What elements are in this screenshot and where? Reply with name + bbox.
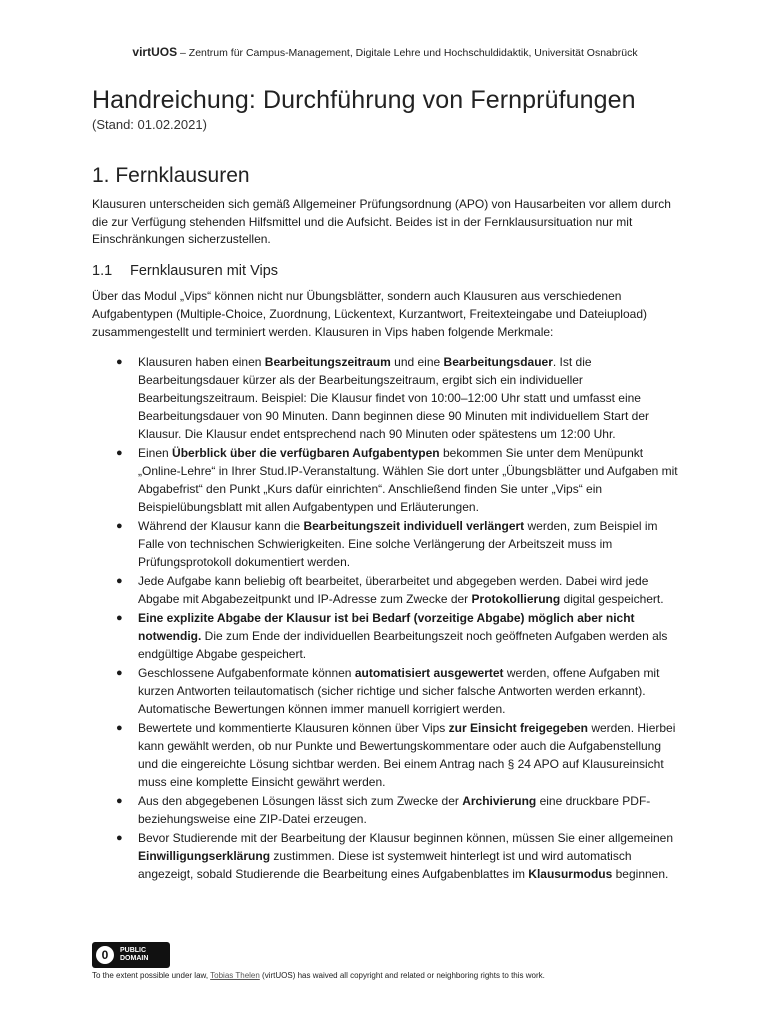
document-title: Handreichung: Durchführung von Fernprüfungen: [92, 86, 636, 114]
list-item: ● Bewertete und kommentierte Klausuren können über Vips zur Einsicht freigegeben werden. Hierbei kann gewählt werden, ob nur Punkte und Bewertungskommentare oder auch die Aufgabenstellung und die eingereichte Lösung sichtbar werden. Bei einem Antrag nach § 24 APO auf Klausureinsicht muss eine komplette Einsicht gewährt werden.: [116, 720, 676, 789]
public-domain-badge: [92, 942, 170, 968]
list-item: ● Geschlossene Aufgabenformate können automatisiert ausgewertet werden, offene Aufgaben mit kurzen Antworten teilautomatisch (sicher richtige und sicher falsche Antworten werden erkannt). Automatische Bewertungen können immer manuell korrigiert werden.: [116, 665, 660, 716]
document-date: (Stand: 01.02.2021): [92, 117, 207, 132]
bullet-icon: ●: [116, 446, 123, 459]
feature-list: [92, 353, 678, 883]
bullet-icon: ●: [116, 355, 123, 368]
section-1-1-intro: Über das Modul „Vips“ können nicht nur Übungsblätter, sondern auch Klausuren aus verschiedenen Aufgabentypen (Multiple-Choice, Zuordnung, Lückentext, Kurzantwort, Freitexteingabe und Dateiupload) zusammengestellt und terminiert werden. Klausuren in Vips haben folgende Merkmale:: [92, 288, 647, 339]
badge-line-1: PUBLIC: [120, 947, 147, 954]
list-item: ● Aus den abgegebenen Lösungen lässt sich zum Zwecke der Archivierung eine druckbare PDF- beziehungsweise eine ZIP-Datei erzeugen.: [116, 793, 651, 826]
section-heading-1: 1. Fernklausuren: [92, 164, 250, 187]
list-item: ● Einen Überblick über die verfügbaren Aufgabentypen bekommen Sie unter dem Menüpunkt „Online-Lehre“ in Ihrer Stud.IP-Veranstaltung. Wählen Sie dort unter „Übungsblätter und Aufgaben mit Abgabefrist“ den Punkt „Kurs dafür einrichten“. Anschließend finden Sie unter „Vips“ ein Beispielübungsblatt mit allen Aufgabentypen und Erläuterungen.: [116, 445, 678, 514]
list-item: ● Bevor Studierende mit der Bearbeitung der Klausur beginnen können, müssen Sie einer allgemeinen Einwilligungserklärung zustimmen. Diese ist systemweit hinterlegt ist und wird automatisch angezeigt, sobald Studierende die Bearbeitung eines Aufgabenblattes im Klausurmodus beginnen.: [116, 830, 674, 881]
list-item: ● Klausuren haben einen Bearbeitungszeitraum und eine Bearbeitungsdauer. Ist die Bearbeitungsdauer kürzer als der Bearbeitungszeitraum, ergibt sich ein individueller Bearbeitungszeitraum. Beispiel: Die Klausur findet von 10:00–12:00 Uhr statt und umfasst eine Bearbeitungsdauer von 90 Minuten. Dann beginnen diese 90 Minuten mit individuellem Start der Klausur. Die Klausur endet entsprechend nach 90 Minuten oder spätestens um 12:00 Uhr.: [116, 354, 649, 441]
bullet-icon: ●: [116, 831, 123, 844]
bullet-icon: ●: [116, 611, 123, 624]
section-number: 1.1: [92, 262, 113, 279]
author-link[interactable]: Tobias Thelen: [210, 971, 260, 980]
page-header: [0, 45, 770, 59]
license-notice: To the extent possible under law, Tobias Thelen (virtUOS) has waived all copyright and related or neighboring rights to this work.: [92, 971, 545, 980]
header-org: virtUOS: [132, 45, 178, 59]
bullet-icon: ●: [116, 519, 123, 532]
list-item: ● Jede Aufgabe kann beliebig oft bearbeitet, überarbeitet und abgegeben werden. Dabei wird jede Abgabe mit Abgabezeitpunkt und IP-Adresse zum Zwecke der Protokollierung digital gespeichert.: [116, 573, 664, 606]
bullet-icon: ●: [116, 721, 123, 734]
bullet-icon: ●: [116, 794, 123, 807]
bullet-icon: ●: [116, 574, 123, 587]
header-text: – Zentrum für Campus-Management, Digitale Lehre und Hochschuldidaktik, Universität Osnabrück: [177, 47, 638, 59]
badge-line-2: DOMAIN: [120, 955, 149, 962]
list-item: ● Eine explizite Abgabe der Klausur ist bei Bedarf (vorzeitige Abgabe) möglich aber nicht notwendig. Die zum Ende der individuellen Bearbeitungszeit noch geöffneten Aufgaben werden als endgültige Abgabe gespeichert.: [116, 610, 668, 661]
list-item: ● Während der Klausur kann die Bearbeitungszeit individuell verlängert werden, zum Beispiel im Falle von technischen Schwierigkeiten. Eine solche Verlängerung der Arbeitszeit muss im Prüfungsprotokoll dokumentiert werden.: [116, 518, 658, 569]
section-heading-1-1: [92, 263, 678, 279]
document-body: [92, 86, 678, 884]
public-domain-icon: 0: [96, 946, 114, 964]
bullet-icon: ●: [116, 666, 123, 679]
section-title: Fernklausuren mit Vips: [130, 262, 279, 279]
section-1-paragraph: Klausuren unterscheiden sich gemäß Allgemeiner Prüfungsordnung (APO) von Hausarbeiten vor allem durch die zur Verfügung stehenden Hilfsmittel und die Aufsicht. Beides ist in der Fernklausursituation nur mit Einschränkungen sicherzustellen.: [92, 197, 671, 246]
